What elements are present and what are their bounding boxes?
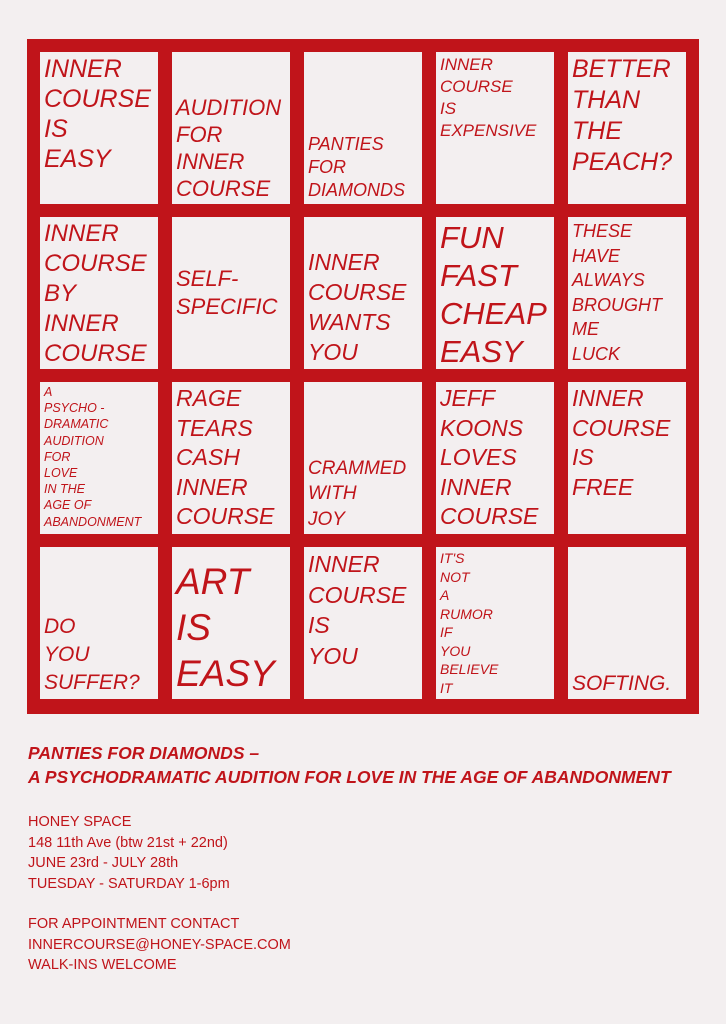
grid-cell-text: RAGE TEARS CASH INNER COURSE	[176, 385, 275, 529]
exhibition-dates: JUNE 23rd - JULY 28th	[28, 855, 179, 871]
grid-cell	[172, 547, 290, 699]
grid-cell	[568, 382, 686, 534]
walk-ins-note: WALK-INS WELCOME	[28, 957, 177, 973]
grid-cell-text: INNER COURSE BY INNER COURSE	[44, 220, 147, 367]
grid-cell-text: JEFF KOONS LOVES INNER COURSE	[440, 385, 539, 529]
grid-cell-text: SOFTING.	[572, 672, 672, 695]
venue-address: 148 11th Ave (btw 21st + 22nd)	[28, 834, 228, 851]
grid-cell	[436, 382, 554, 534]
grid-cell	[172, 217, 290, 369]
grid-cell-text: CRAMMED WITH JOY	[308, 457, 407, 530]
grid-cell	[436, 217, 554, 369]
grid-cell	[40, 52, 158, 204]
grid-cell	[172, 52, 290, 204]
grid-cell-text: AUDITION FOR INNER COURSE	[176, 95, 282, 201]
grid-cell	[40, 547, 158, 699]
grid-cell-text: INNER COURSE IS YOU	[308, 551, 407, 669]
grid-cell	[436, 547, 554, 699]
grid-cell-text: THESE HAVE ALWAYS BROUGHT ME LUCK	[572, 221, 662, 364]
grid-cell-text: DO YOU SUFFER?	[44, 615, 140, 694]
poster-grid	[27, 39, 699, 714]
grid-cell-text: A PSYCHO - DRAMATIC AUDITION FOR LOVE IN THE AGE OF ABANDONMENT	[44, 385, 142, 529]
grid-cell	[304, 52, 422, 204]
grid-cell-text: PANTIES FOR DIAMONDS	[308, 134, 406, 200]
grid-cell	[568, 52, 686, 204]
grid-cell-text: INNER COURSE IS EASY	[44, 55, 151, 173]
opening-hours: TUESDAY - SATURDAY 1-6pm	[28, 875, 230, 892]
grid-cell	[172, 382, 290, 534]
grid-cell-text: INNER COURSE WANTS YOU	[308, 249, 407, 365]
grid-cell-text: FUN FAST CHEAP EASY	[440, 220, 547, 369]
grid-cell-text: SELF- SPECIFIC	[176, 266, 278, 319]
grid-cell	[40, 382, 158, 534]
grid-cell-text: INNER COURSE IS EXPENSIVE	[440, 55, 537, 140]
grid-cell	[304, 217, 422, 369]
venue-info	[28, 812, 230, 894]
exhibition-title: PANTIES FOR DIAMONDS – A PSYCHODRAMATIC AUDITION FOR LOVE IN THE AGE OF ABANDONMENT	[28, 743, 671, 787]
venue-name: HONEY SPACE	[28, 814, 132, 830]
grid-cell	[436, 52, 554, 204]
contact-info	[28, 914, 291, 976]
grid-cell-text: INNER COURSE IS FREE	[572, 385, 671, 500]
grid-cell-text: IT'S NOT A RUMOR IF YOU BELIEVE IT	[440, 550, 499, 696]
grid-cell-text: BETTER THAN THE PEACH?	[572, 55, 673, 176]
grid-cell	[304, 547, 422, 699]
contact-label: FOR APPOINTMENT CONTACT	[28, 916, 240, 932]
grid-cell	[568, 217, 686, 369]
grid-cell	[304, 382, 422, 534]
contact-email[interactable]: INNERCOURSE@HONEY-SPACE.COM	[28, 936, 291, 953]
grid-cell	[40, 217, 158, 369]
grid-cell	[568, 547, 686, 699]
grid-cell-text: ART IS EASY	[176, 561, 275, 694]
